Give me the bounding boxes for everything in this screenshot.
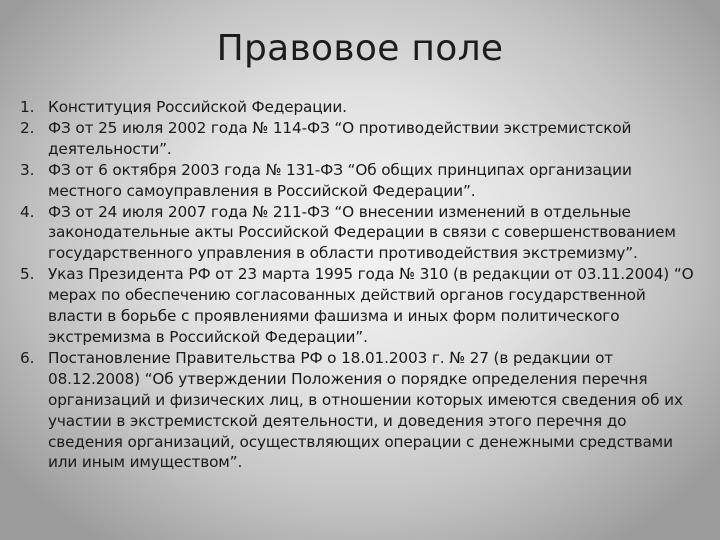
list-item-number: 2. xyxy=(20,118,35,137)
list-item xyxy=(20,160,700,202)
list-item xyxy=(20,118,700,160)
list-item-text: ФЗ от 24 июля 2007 года № 211-ФЗ “О внесении изменений в отдельные законодательные акты Российской Федерации в связи с совершенствованием государственного управления в области противодействия экстремизму”. xyxy=(48,202,676,263)
list-item xyxy=(20,97,700,118)
list-item xyxy=(20,264,700,348)
list-item-text: ФЗ от 25 июля 2002 года № 114-ФЗ “О противодействии экстремистской деятельности”. xyxy=(48,118,632,158)
slide-title: Правовое поле xyxy=(216,28,504,69)
list-item-number: 1. xyxy=(20,98,35,116)
list-item-text: Указ Президента РФ от 23 марта 1995 года № 310 (в редакции от 03.11.2004) “О мерах по обеспечению согласованных действий органов государственной власти в борьбе с проявлениями фашизма и иных форм политического экстремизма в Российской Федерации”. xyxy=(48,265,694,346)
list-item-number: 4. xyxy=(20,202,35,221)
list-item-number: 5. xyxy=(20,265,35,284)
list-item xyxy=(20,202,700,265)
list-item-number: 3. xyxy=(20,160,35,179)
legal-acts-list xyxy=(20,97,700,473)
list-item xyxy=(20,348,700,473)
list-item-text: Постановление Правительства РФ о 18.01.2003 г. № 27 (в редакции от 08.12.2008) “Об утверждении Положения о порядке определения перечня организаций и физических лиц, в отношении которых имеются сведения об их участии в экстремистской деятельности, и доведения этого перечня до сведения организаций, осуществляющих операции с денежными средствами или иным имуществом”. xyxy=(48,348,683,472)
list-item-text: ФЗ от 6 октября 2003 года № 131-ФЗ “Об общих принципах организации местного самоуправления в Российской Федерации”. xyxy=(48,160,632,200)
list-item-number: 6. xyxy=(20,348,35,367)
list-item-text: Конституция Российской Федерации. xyxy=(48,98,347,116)
